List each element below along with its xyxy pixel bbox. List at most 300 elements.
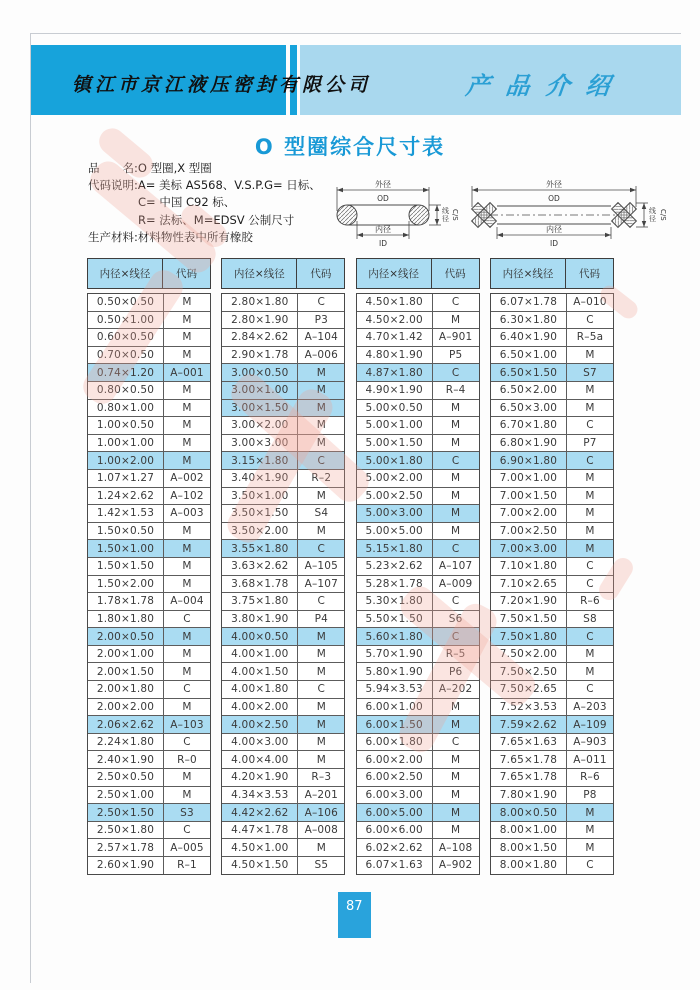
code-cell: M — [182, 437, 192, 450]
code-cell: A–002 — [170, 472, 204, 485]
size-cell: 7.65×1.78 — [491, 769, 567, 786]
oring-section-diagram — [333, 177, 461, 249]
table-row — [491, 715, 613, 733]
code-cell: M — [451, 824, 461, 837]
page-frame-top — [30, 33, 681, 34]
spec-line: R= 法标、M=EDSV 公制尺寸 — [138, 212, 295, 227]
code-cell: M — [585, 489, 595, 502]
table-row — [88, 715, 210, 733]
table-row — [88, 680, 210, 698]
size-cell: 3.55×1.80 — [222, 540, 298, 557]
code-cell: M — [451, 806, 461, 819]
size-cell: 2.80×1.80 — [222, 294, 298, 311]
code-cell: M — [451, 525, 461, 538]
table-row — [357, 504, 479, 522]
table-row — [222, 662, 344, 680]
size-cell: 3.00×1.00 — [222, 382, 298, 399]
table-row — [88, 575, 210, 593]
code-cell: P6 — [448, 665, 463, 678]
size-cell: 6.90×1.80 — [491, 452, 567, 469]
table-row — [88, 856, 210, 874]
table-row — [491, 698, 613, 716]
code-cell: M — [451, 700, 461, 713]
table-row — [222, 328, 344, 346]
table-row — [222, 680, 344, 698]
table-row — [88, 557, 210, 575]
code-cell: R–6 — [580, 595, 600, 608]
table-row — [222, 592, 344, 610]
table-row — [222, 645, 344, 663]
size-cell: 6.00×1.00 — [357, 699, 433, 716]
od-label-cn: 外径 — [546, 180, 562, 189]
column-header-size: 内径×线径 — [491, 259, 566, 288]
code-cell: M — [316, 630, 326, 643]
size-cell: 6.07×1.63 — [357, 857, 433, 874]
table-row — [491, 786, 613, 804]
code-cell: C — [451, 542, 460, 555]
size-cell: 1.07×1.27 — [88, 470, 164, 487]
table-row — [222, 522, 344, 540]
table-row — [88, 733, 210, 751]
code-cell: M — [585, 542, 595, 555]
size-cell: 2.57×1.78 — [88, 839, 164, 856]
table-row — [88, 768, 210, 786]
table-row — [357, 294, 479, 311]
table-row — [222, 346, 344, 364]
spec-block — [88, 160, 348, 246]
size-cell: 3.00×2.00 — [222, 417, 298, 434]
table-row — [491, 399, 613, 417]
code-cell: C — [586, 630, 594, 643]
table-row — [357, 662, 479, 680]
table-row — [491, 856, 613, 874]
code-cell: A–202 — [438, 683, 473, 696]
code-cell: M — [316, 437, 326, 450]
table-row — [491, 451, 613, 469]
code-cell: S7 — [583, 366, 597, 379]
page-frame-left — [30, 33, 31, 983]
size-cell: 1.00×1.00 — [88, 435, 164, 452]
size-cell: 1.00×0.50 — [88, 417, 164, 434]
size-cell: 2.00×1.00 — [88, 646, 164, 663]
size-cell: 1.80×1.80 — [88, 611, 164, 628]
size-cell: 3.00×3.00 — [222, 435, 298, 452]
code-cell: A–006 — [304, 349, 339, 362]
table-row — [357, 575, 479, 593]
table-row — [88, 381, 210, 399]
size-table — [87, 258, 614, 875]
table-row — [491, 592, 613, 610]
size-cell: 7.59×2.62 — [491, 716, 567, 733]
table-row — [88, 627, 210, 645]
cs-label-cn2: 径 — [649, 215, 656, 223]
size-cell: 6.00×6.00 — [357, 822, 433, 839]
table-row — [88, 662, 210, 680]
size-cell: 4.00×3.00 — [222, 734, 298, 751]
code-cell: R–4 — [445, 384, 466, 397]
size-cell: 5.00×3.00 — [357, 505, 433, 522]
size-cell: 8.00×1.80 — [491, 857, 567, 874]
table-row — [88, 434, 210, 452]
column-header-code: 代码 — [310, 268, 332, 280]
code-cell: M — [451, 788, 461, 801]
table-row — [222, 416, 344, 434]
size-cell: 7.50×2.50 — [491, 663, 567, 680]
table-row — [222, 557, 344, 575]
table-row — [222, 786, 344, 804]
size-cell: 6.07×1.78 — [491, 294, 567, 311]
table-row — [491, 522, 613, 540]
id-label-en: ID — [550, 239, 558, 248]
table-row — [222, 838, 344, 856]
size-cell: 7.10×2.65 — [491, 576, 567, 593]
size-cell: 4.87×1.80 — [357, 364, 433, 381]
table-row — [491, 434, 613, 452]
table-row — [491, 346, 613, 364]
size-cell: 6.00×3.00 — [357, 787, 433, 804]
code-cell: M — [585, 472, 595, 485]
size-cell: 3.50×1.00 — [222, 488, 298, 505]
size-cell: 6.50×1.00 — [491, 347, 567, 364]
size-cell: 6.00×2.00 — [357, 751, 433, 768]
size-cell: 5.00×1.00 — [357, 417, 433, 434]
code-cell: C — [317, 296, 326, 309]
table-row — [222, 434, 344, 452]
size-cell: 5.00×1.80 — [357, 452, 433, 469]
table-row — [222, 504, 344, 522]
code-cell: M — [451, 313, 461, 326]
size-cell: 3.80×1.90 — [222, 611, 298, 628]
size-cell: 4.00×1.80 — [222, 681, 298, 698]
code-cell: C — [183, 683, 191, 696]
code-cell: C — [317, 542, 326, 555]
table-row — [222, 856, 344, 874]
table-row — [357, 803, 479, 821]
table-row — [222, 733, 344, 751]
size-cell: 6.00×1.50 — [357, 716, 433, 733]
code-cell: M — [316, 525, 326, 538]
size-cell: 3.75×1.80 — [222, 593, 298, 610]
table-row — [88, 838, 210, 856]
code-cell: C — [451, 736, 460, 749]
size-cell: 0.60×0.50 — [88, 329, 164, 346]
table-row — [222, 768, 344, 786]
table-row — [222, 803, 344, 821]
code-cell: M — [316, 736, 326, 749]
code-cell: M — [451, 771, 461, 784]
section-title: 产品介绍 — [464, 72, 628, 100]
table-row — [88, 328, 210, 346]
table-header-row — [221, 258, 345, 289]
code-cell: S6 — [448, 612, 463, 625]
size-cell: 1.00×2.00 — [88, 452, 164, 469]
code-cell: C — [451, 595, 460, 608]
size-cell: 2.60×1.90 — [88, 857, 164, 874]
table-header-row — [490, 258, 614, 289]
size-cell: 7.80×1.90 — [491, 787, 567, 804]
table-row — [357, 539, 479, 557]
code-cell: M — [585, 665, 595, 678]
size-cell: 7.65×1.78 — [491, 751, 567, 768]
cs-label-cn: 线 — [442, 207, 449, 215]
code-cell: M — [451, 437, 461, 450]
code-cell: S8 — [583, 612, 597, 625]
size-cell: 2.50×1.80 — [88, 822, 164, 839]
table-row — [88, 504, 210, 522]
table-row — [222, 627, 344, 645]
code-cell: M — [316, 384, 326, 397]
table-row — [357, 610, 479, 628]
table-row — [491, 575, 613, 593]
code-cell: A–105 — [304, 560, 339, 573]
code-cell: A–201 — [304, 788, 339, 801]
code-cell: A–005 — [170, 841, 204, 854]
table-row — [357, 328, 479, 346]
size-cell: 4.00×1.00 — [222, 646, 298, 663]
id-label-en: ID — [379, 239, 387, 248]
table-row — [222, 381, 344, 399]
size-cell: 3.15×1.80 — [222, 452, 298, 469]
code-cell: M — [585, 648, 595, 661]
size-cell: 8.00×1.50 — [491, 839, 567, 856]
code-cell: M — [182, 700, 192, 713]
code-cell: M — [585, 806, 595, 819]
code-cell: A–903 — [573, 736, 607, 749]
code-cell: A–901 — [438, 331, 473, 344]
code-cell: P8 — [583, 788, 597, 801]
table-row — [222, 610, 344, 628]
code-cell: M — [182, 630, 192, 643]
size-cell: 6.50×1.50 — [491, 364, 567, 381]
table-row — [357, 750, 479, 768]
table-body — [87, 293, 211, 875]
size-cell: 2.00×1.50 — [88, 663, 164, 680]
code-cell: C — [451, 454, 460, 467]
code-cell: M — [585, 507, 595, 520]
code-cell: M — [451, 507, 461, 520]
size-cell: 5.28×1.78 — [357, 576, 433, 593]
spec-line: C= 中国 C92 标、 — [138, 195, 236, 210]
size-cell: 7.00×2.00 — [491, 505, 567, 522]
size-cell: 1.50×2.00 — [88, 576, 164, 593]
size-cell: 4.70×1.42 — [357, 329, 433, 346]
table-group-1 — [87, 258, 211, 875]
code-cell: A–203 — [573, 700, 607, 713]
code-cell: A–104 — [304, 331, 339, 344]
code-cell: M — [182, 384, 192, 397]
code-cell: M — [182, 296, 192, 309]
column-header-code: 代码 — [578, 268, 600, 280]
size-cell: 3.50×1.50 — [222, 505, 298, 522]
table-row — [357, 821, 479, 839]
cs-label-cn: 线 — [649, 207, 656, 215]
code-cell: C — [586, 313, 594, 326]
table-row — [357, 838, 479, 856]
code-cell: C — [451, 366, 460, 379]
size-cell: 4.20×1.90 — [222, 769, 298, 786]
spec-line: 品 名:O 型圈,X 型圈 — [88, 161, 212, 175]
table-row — [491, 363, 613, 381]
table-row — [491, 328, 613, 346]
table-row — [491, 381, 613, 399]
code-cell: M — [451, 753, 461, 766]
code-cell: M — [182, 788, 192, 801]
table-row — [88, 451, 210, 469]
size-cell: 7.00×2.50 — [491, 523, 567, 540]
od-label-cn: 外径 — [375, 180, 391, 189]
size-cell: 5.60×1.80 — [357, 628, 433, 645]
size-cell: 2.00×0.50 — [88, 628, 164, 645]
code-cell: M — [182, 313, 192, 326]
size-cell: 7.52×3.53 — [491, 699, 567, 716]
table-row — [491, 557, 613, 575]
table-header-row — [356, 258, 480, 289]
size-cell: 0.74×1.20 — [88, 364, 164, 381]
code-cell: C — [317, 595, 326, 608]
code-cell: A–010 — [573, 296, 607, 309]
table-row — [222, 821, 344, 839]
code-cell: A–011 — [573, 753, 607, 766]
code-cell: A–108 — [438, 841, 473, 854]
code-cell: M — [316, 841, 326, 854]
table-row — [491, 768, 613, 786]
code-cell: M — [182, 665, 192, 678]
table-row — [491, 469, 613, 487]
code-cell: P3 — [314, 313, 329, 326]
table-row — [357, 627, 479, 645]
code-cell: A–001 — [170, 366, 204, 379]
code-cell: M — [316, 718, 326, 731]
code-cell: M — [451, 489, 461, 502]
table-row — [222, 487, 344, 505]
table-row — [357, 645, 479, 663]
code-cell: A–902 — [438, 859, 473, 872]
table-row — [357, 522, 479, 540]
size-cell: 5.00×0.50 — [357, 400, 433, 417]
code-cell: M — [182, 419, 192, 432]
size-cell: 0.80×1.00 — [88, 400, 164, 417]
code-cell: A–009 — [438, 577, 473, 590]
table-row — [491, 610, 613, 628]
cs-label-en: C/S — [659, 209, 667, 221]
code-cell: M — [182, 771, 192, 784]
size-cell: 4.50×1.00 — [222, 839, 298, 856]
code-cell: M — [316, 700, 326, 713]
column-header-size: 内径×线径 — [357, 259, 432, 288]
code-cell: R–2 — [311, 472, 332, 485]
size-cell: 2.00×1.80 — [88, 681, 164, 698]
size-cell: 1.50×1.00 — [88, 540, 164, 557]
size-cell: 4.00×0.50 — [222, 628, 298, 645]
code-cell: C — [317, 454, 326, 467]
table-row — [357, 786, 479, 804]
code-cell: S3 — [180, 806, 194, 819]
id-label-cn: 内径 — [375, 225, 391, 234]
id-label-cn: 内径 — [546, 225, 562, 234]
column-header-size: 内径×线径 — [88, 259, 163, 288]
size-cell: 6.80×1.90 — [491, 435, 567, 452]
table-row — [222, 539, 344, 557]
size-cell: 7.50×2.65 — [491, 681, 567, 698]
size-cell: 2.06×2.62 — [88, 716, 164, 733]
code-cell: M — [451, 401, 461, 414]
table-row — [491, 539, 613, 557]
table-row — [222, 294, 344, 311]
size-cell: 3.63×2.62 — [222, 558, 298, 575]
code-cell: M — [182, 454, 192, 467]
table-row — [357, 487, 479, 505]
size-cell: 7.50×1.80 — [491, 628, 567, 645]
size-cell: 5.23×2.62 — [357, 558, 433, 575]
cs-label-cn2: 径 — [442, 215, 449, 223]
code-cell: M — [316, 665, 326, 678]
code-cell: C — [451, 296, 460, 309]
code-cell: C — [586, 683, 594, 696]
table-row — [88, 363, 210, 381]
code-cell: M — [585, 824, 595, 837]
size-cell: 4.47×1.78 — [222, 822, 298, 839]
od-label-en: OD — [548, 194, 560, 203]
table-row — [222, 363, 344, 381]
table-row — [222, 715, 344, 733]
code-cell: A–103 — [170, 718, 204, 731]
size-cell: 3.50×2.00 — [222, 523, 298, 540]
table-row — [491, 504, 613, 522]
size-cell: 6.30×1.80 — [491, 312, 567, 329]
table-row — [491, 662, 613, 680]
table-row — [222, 575, 344, 593]
size-cell: 1.50×0.50 — [88, 523, 164, 540]
table-row — [357, 469, 479, 487]
size-cell: 0.80×0.50 — [88, 382, 164, 399]
table-body — [490, 293, 614, 875]
table-row — [357, 557, 479, 575]
size-cell: 4.50×1.80 — [357, 294, 433, 311]
code-cell: A–004 — [170, 595, 204, 608]
table-row — [491, 733, 613, 751]
size-cell: 5.00×2.50 — [357, 488, 433, 505]
page-number: 87 — [338, 892, 371, 938]
size-cell: 3.40×1.90 — [222, 470, 298, 487]
code-cell: P5 — [448, 349, 463, 362]
size-cell: 6.50×2.00 — [491, 382, 567, 399]
code-cell: P7 — [583, 437, 597, 450]
size-cell: 5.00×5.00 — [357, 523, 433, 540]
table-row — [88, 469, 210, 487]
table-row — [491, 838, 613, 856]
size-cell: 4.34×3.53 — [222, 787, 298, 804]
table-row — [222, 750, 344, 768]
code-cell: M — [585, 401, 595, 414]
table-row — [88, 399, 210, 417]
table-row — [88, 487, 210, 505]
size-cell: 4.90×1.90 — [357, 382, 433, 399]
size-cell: 7.20×1.90 — [491, 593, 567, 610]
table-row — [491, 821, 613, 839]
table-row — [491, 680, 613, 698]
page-title: O 型圈综合尺寸表 — [254, 135, 446, 159]
size-cell: 2.50×0.50 — [88, 769, 164, 786]
table-row — [357, 698, 479, 716]
size-cell: 4.80×1.90 — [357, 347, 433, 364]
code-cell: M — [316, 419, 326, 432]
size-cell: 0.70×0.50 — [88, 347, 164, 364]
size-cell: 2.50×1.50 — [88, 804, 164, 821]
table-header-row — [87, 258, 211, 289]
table-row — [491, 803, 613, 821]
size-cell: 2.84×2.62 — [222, 329, 298, 346]
size-cell: 6.40×1.90 — [491, 329, 567, 346]
